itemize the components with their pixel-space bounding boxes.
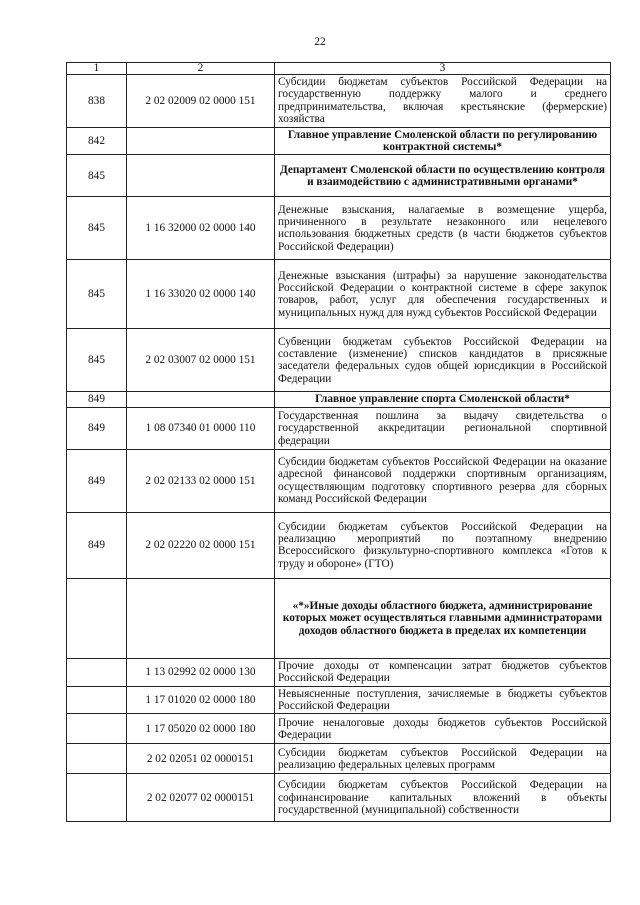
revenue-code-cell: 2 02 02220 02 0000 151 [127,512,275,578]
administrator-name-cell: Главное управление спорта Смоленской области* [275,392,611,407]
revenue-code-cell: 1 17 01020 02 0000 180 [127,686,275,714]
revenue-description-cell: Денежные взыскания (штрафы) за нарушение законодательства Российской Федерации о контрактной системе в сфере закупок товаров, работ, услуг для обеспечения государственных и муниципальных нужд для нужд субъектов Российской Федерации [275,260,611,329]
revenue-code-cell: 1 16 33020 02 0000 140 [127,260,275,329]
admin-code-cell: 845 [67,155,127,197]
revenue-description-cell: Субсидии бюджетам субъектов Российской Федерации на государственную поддержку малого и среднего предпринимательства, включая крестьянские (фермерские) хозяйства [275,75,611,128]
revenue-code-cell [127,127,275,155]
table-row [67,407,611,449]
table-row [67,744,611,774]
table-row [67,512,611,578]
revenue-code-cell [127,155,275,197]
page-number: 22 [314,36,326,48]
revenue-description-cell: Государственная пошлина за выдачу свидетельства о государственной аккредитации региональной спортивной федерации [275,407,611,449]
admin-code-cell: 849 [67,449,127,512]
admin-code-cell: 845 [67,329,127,392]
revenue-code-cell: 2 02 02133 02 0000 151 [127,449,275,512]
admin-code-cell: 838 [67,75,127,128]
table-row [67,127,611,155]
table-row [67,686,611,714]
revenue-description-cell: Прочие неналоговые доходы бюджетов субъектов Российской Федерации [275,714,611,744]
revenue-code-cell: 2 02 03007 02 0000 151 [127,329,275,392]
revenue-code-cell: 2 02 02051 02 0000151 [127,744,275,774]
revenue-code-cell [127,392,275,407]
table-row [67,75,611,128]
admin-code-cell: 845 [67,260,127,329]
revenue-description-cell: Субвенции бюджетам субъектов Российской Федерации на составление (изменение) списков кандидатов в присяжные заседатели федеральных судов общей юрисдикции в Российской Федерации [275,329,611,392]
revenue-code-cell: 2 02 02009 02 0000 151 [127,75,275,128]
revenue-description-cell: Денежные взыскания, налагаемые в возмещение ущерба, причиненного в результате незаконного или нецелевого использования бюджетных средств (в части бюджетов субъектов Российской Федерации) [275,197,611,260]
revenue-description-cell: Прочие доходы от компенсации затрат бюджетов субъектов Российской Федерации [275,658,611,686]
table-row [67,197,611,260]
table-row [67,774,611,822]
table-row [67,392,611,407]
revenue-code-cell: 2 02 02077 02 0000151 [127,774,275,822]
table-header-row [67,63,611,75]
admin-code-cell [67,714,127,744]
administrator-name-cell: Департамент Смоленской области по осуществлению контроля и взаимодействию с административными органами* [275,155,611,197]
revenue-description-cell: Субсидии бюджетам субъектов Российской Федерации на оказание адресной финансовой поддержки спортивным организациям, осуществляющим подготовку спортивного резерва для сборных команд Российской Федерации [275,449,611,512]
table-row [67,714,611,744]
admin-code-cell: 849 [67,392,127,407]
revenue-description-cell: Субсидии бюджетам субъектов Российской Федерации на реализацию федеральных целевых программ [275,744,611,774]
admin-code-cell: 845 [67,197,127,260]
revenue-description-cell: Невыясненные поступления, зачисляемые в бюджеты субъектов Российской Федерации [275,686,611,714]
revenue-code-cell: 1 08 07340 01 0000 110 [127,407,275,449]
admin-code-cell [67,744,127,774]
table-row [67,155,611,197]
admin-code-cell: 842 [67,127,127,155]
revenue-description-cell: Субсидии бюджетам субъектов Российской Федерации на софинансирование капитальных вложений в объекты государственной (муниципальной) собственности [275,774,611,822]
header-col-3: 3 [275,63,611,75]
revenue-code-cell [127,578,275,658]
revenue-description-cell: Субсидии бюджетам субъектов Российской Федерации на реализацию мероприятий по поэтапному внедрению Всероссийского физкультурно-спортивного комплекса «Готов к труду и обороне» (ГТО) [275,512,611,578]
header-col-1: 1 [67,63,127,75]
table-row [67,578,611,658]
admin-code-cell [67,578,127,658]
admin-code-cell: 849 [67,407,127,449]
revenue-code-cell: 1 16 32000 02 0000 140 [127,197,275,260]
table-row [67,260,611,329]
header-col-2: 2 [127,63,275,75]
revenue-code-cell: 1 13 02992 02 0000 130 [127,658,275,686]
table-row [67,449,611,512]
table-row [67,658,611,686]
admin-code-cell: 849 [67,512,127,578]
admin-code-cell [67,658,127,686]
table-row [67,329,611,392]
revenue-administrators-table [66,62,611,822]
revenue-code-cell: 1 17 05020 02 0000 180 [127,714,275,744]
administrator-name-cell: Главное управление Смоленской области по регулированию контрактной системы* [275,127,611,155]
administrator-name-cell: «*»Иные доходы областного бюджета, администрирование которых может осуществляться главными администраторами доходов областного бюджета в пределах их компетенции [275,578,611,658]
admin-code-cell [67,774,127,822]
admin-code-cell [67,686,127,714]
